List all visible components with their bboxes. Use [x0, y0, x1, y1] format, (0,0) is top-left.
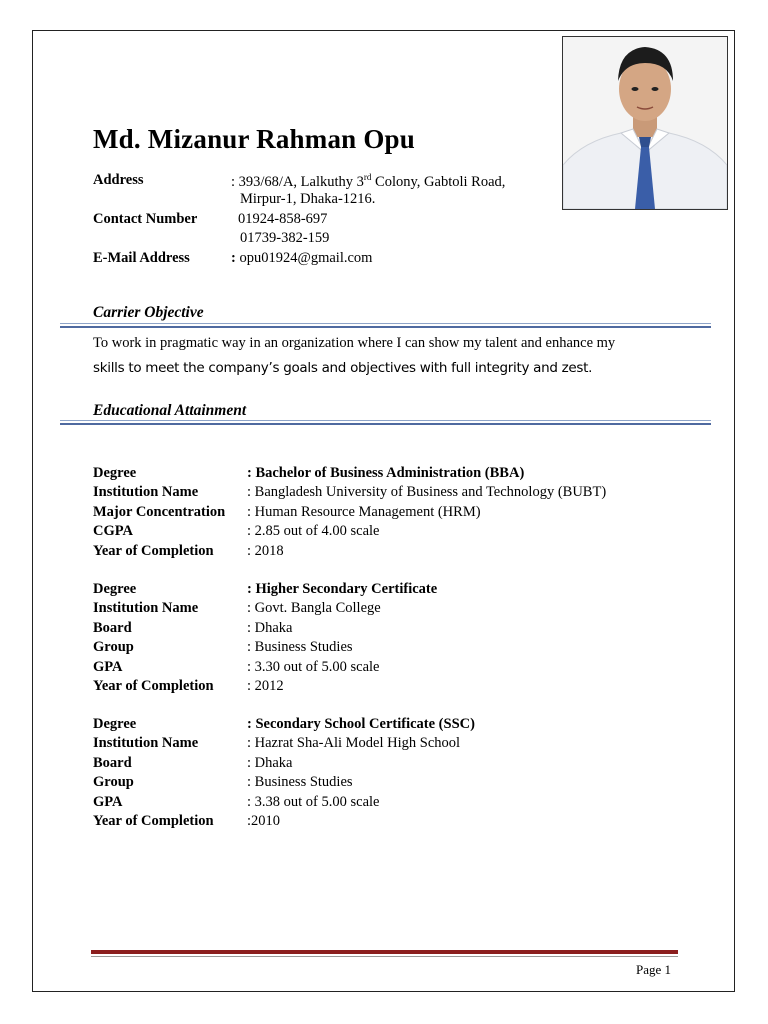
education-label: Board — [93, 619, 132, 636]
education-value: : Human Resource Management (HRM) — [247, 503, 481, 520]
education-value: : Business Studies — [247, 639, 353, 656]
education-label: Group — [93, 639, 134, 656]
education-value: : Business Studies — [247, 774, 353, 791]
education-value: : Govt. Bangla College — [247, 600, 381, 617]
education-label: Major Concentration — [93, 503, 226, 520]
education-divider — [60, 420, 711, 425]
address-ordinal-suffix: rd — [363, 172, 372, 182]
email-colon: : — [231, 250, 236, 266]
education-label: GPA — [93, 793, 123, 810]
education-label: Year of Completion — [93, 678, 214, 694]
education-label: Group — [93, 774, 134, 791]
education-value: : Hazrat Sha-Ali Model High School — [247, 735, 461, 752]
contact-number-1: 01924-858-697 — [238, 211, 328, 227]
education-label: Board — [93, 754, 132, 771]
education-value: : 2.85 out of 4.00 scale — [247, 523, 380, 540]
education-label: Year of Completion — [93, 542, 214, 559]
education-value: : Higher Secondary Certificate — [247, 581, 438, 597]
education-label: Institution Name — [93, 484, 199, 501]
contact-label: Contact Number — [93, 211, 198, 227]
contact-number-2: 01739-382-159 — [240, 230, 330, 246]
education-value: :2010 — [247, 813, 281, 829]
address-line-2: Mirpur-1, Dhaka-1216. — [240, 191, 376, 207]
education-label: Institution Name — [93, 600, 199, 617]
education-value: : 3.38 out of 5.00 scale — [247, 793, 380, 810]
education-value: : Dhaka — [247, 754, 293, 771]
education-label: Degree — [93, 716, 137, 732]
education-label: Degree — [93, 465, 137, 481]
applicant-name: Md. Mizanur Rahman Opu — [93, 124, 415, 154]
objective-text-line-1: To work in pragmatic way in an organization where I can show my talent and enhance my — [93, 335, 616, 351]
education-value: : Secondary School Certificate (SSC) — [247, 716, 475, 732]
address-line-1-start: : 393/68/A, Lalkuthy 3 — [231, 173, 364, 190]
education-label: Year of Completion — [93, 813, 214, 829]
education-heading: Educational Attainment — [93, 402, 247, 419]
profile-photo — [562, 36, 728, 210]
address-label: Address — [93, 172, 144, 188]
education-label: Institution Name — [93, 735, 199, 752]
education-value: : 3.30 out of 5.00 scale — [247, 658, 380, 675]
email-value — [231, 250, 372, 267]
education-value: : 2012 — [247, 678, 284, 694]
email-label: E-Mail Address — [93, 250, 190, 266]
page-number: Page 1 — [636, 962, 672, 977]
address-line-1-end: Colony, Gabtoli Road, — [371, 173, 506, 190]
education-value: : 2018 — [247, 542, 284, 559]
education-value: : Bangladesh University of Business and Technology (BUBT) — [247, 484, 607, 501]
education-label: Degree — [93, 581, 137, 597]
email-address: opu01924@gmail.com — [239, 250, 373, 266]
objective-heading: Carrier Objective — [93, 304, 204, 321]
education-label: GPA — [93, 658, 123, 675]
education-label: CGPA — [93, 523, 134, 540]
address-line-1 — [231, 172, 505, 191]
objective-divider — [60, 323, 711, 328]
education-value: : Bachelor of Business Administration (BBA) — [247, 465, 525, 481]
education-value: : Dhaka — [247, 619, 293, 636]
objective-text-line-2: skills to meet the company’s goals and objectives with full integrity and zest. — [93, 360, 593, 376]
footer-divider — [91, 950, 678, 957]
